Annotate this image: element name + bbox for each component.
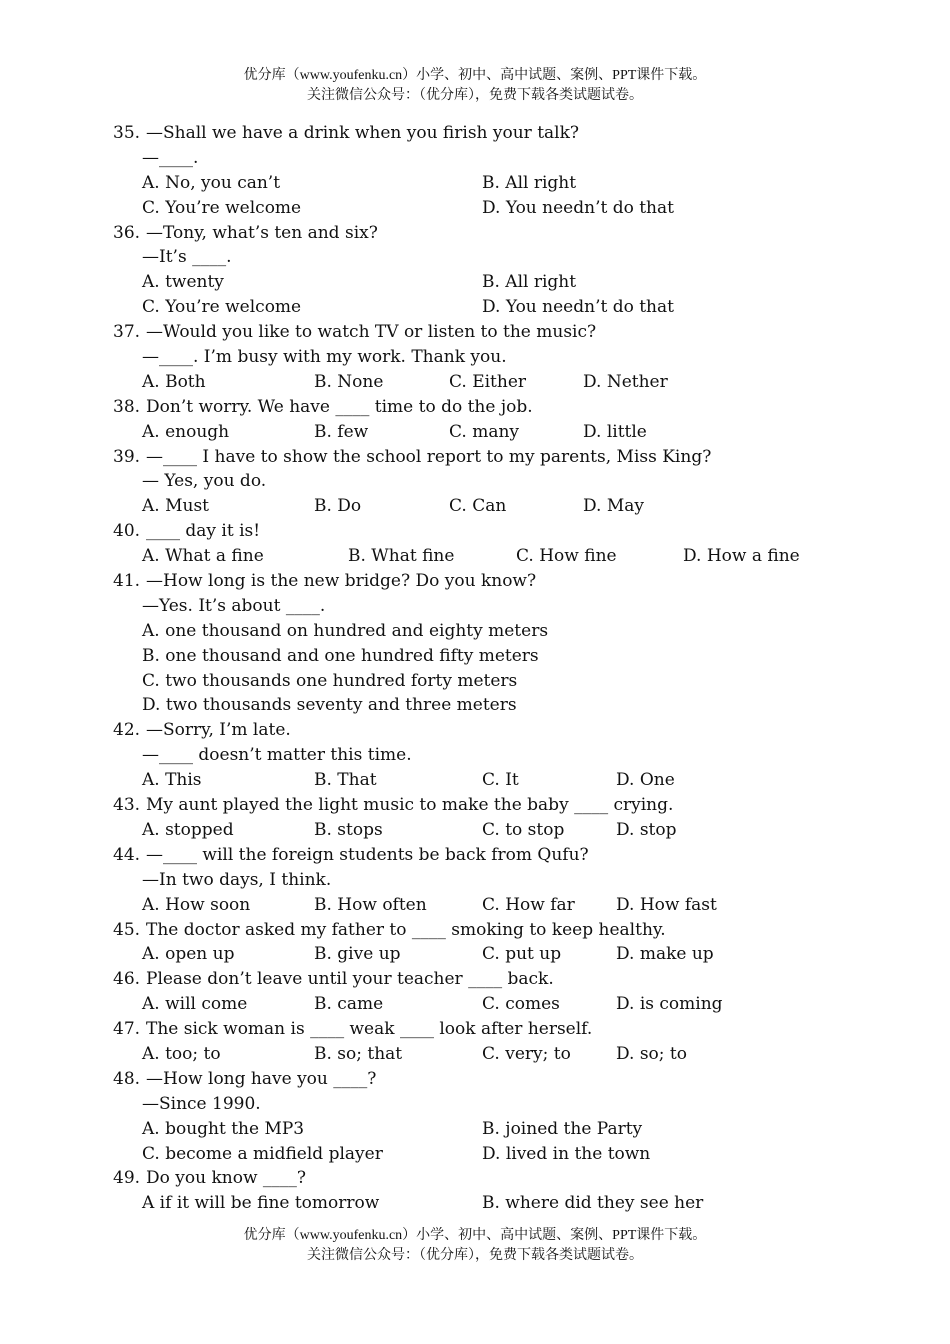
option-c: C. Can [449, 496, 507, 517]
question-37 [0, 320, 950, 345]
question-response: —Yes. It’s about ____. [142, 595, 326, 616]
question-38 [0, 395, 950, 420]
question-stem: —How long is the new bridge? Do you know? [146, 571, 537, 592]
option-a: A. How soon [142, 894, 251, 915]
option-d: D. two thousands seventy and three meters [142, 695, 517, 716]
option-d: D. How a fine [683, 546, 800, 567]
question-36 [0, 221, 950, 246]
option-c: C. very; to [482, 1043, 571, 1064]
option-b: B. where did they see her [482, 1193, 704, 1214]
option-b: B. one thousand and one hundred fifty meters [142, 645, 539, 666]
question-stem: —Would you like to watch TV or listen to the music? [146, 322, 597, 343]
option-a: A. Both [142, 371, 206, 392]
option-c: C. to stop [482, 819, 565, 840]
question-number: 46. [113, 969, 141, 990]
header-line-2: 关注微信公众号：（优分库），免费下载各类试题试卷。 [307, 88, 643, 103]
option-b: B. All right [482, 272, 577, 293]
footer-line-1: 优分库（www.youfenku.cn）小学、初中、高中试题、案例、PPT课件下载。 [243, 1228, 707, 1243]
option-a: A. What a fine [142, 546, 264, 567]
question-42 [0, 718, 950, 743]
question-response: — Yes, you do. [142, 471, 267, 492]
option-a: A. enough [142, 421, 230, 442]
question-43 [0, 793, 950, 818]
question-number: 43. [113, 795, 141, 816]
option-a: A. bought the MP3 [142, 1118, 305, 1139]
option-a: A. will come [142, 994, 248, 1015]
option-c: C. many [449, 421, 520, 442]
option-d: D. so; to [616, 1043, 687, 1064]
question-stem: Do you know ____? [146, 1168, 307, 1189]
question-stem: —Tony, what’s ten and six? [146, 222, 378, 243]
question-stem: —Sorry, I’m late. [146, 720, 291, 741]
question-41 [0, 569, 950, 594]
option-c: C. You’re welcome [142, 197, 302, 218]
question-44 [0, 843, 950, 868]
question-number: 48. [113, 1068, 141, 1089]
option-c: C. comes [482, 994, 560, 1015]
question-46 [0, 967, 950, 992]
question-stem: My aunt played the light music to make the baby ____ crying. [146, 795, 674, 816]
option-b: B. give up [314, 944, 401, 965]
question-49 [0, 1166, 950, 1191]
question-response: —____. I’m busy with my work. Thank you. [142, 347, 507, 368]
question-45 [0, 918, 950, 943]
option-b: B. stops [314, 819, 383, 840]
question-stem: ____ day it is! [146, 521, 261, 542]
option-a: A. one thousand on hundred and eighty meters [142, 620, 549, 641]
option-d: D. Nether [583, 371, 668, 392]
footer-line-2: 关注微信公众号：（优分库），免费下载各类试题试卷。 [307, 1248, 643, 1263]
option-a: A. twenty [142, 272, 224, 293]
option-c: C. two thousands one hundred forty meters [142, 670, 518, 691]
option-d: D. stop [616, 819, 677, 840]
question-48 [0, 1067, 950, 1092]
option-d: D. make up [616, 944, 714, 965]
question-response: —In two days, I think. [142, 869, 332, 890]
page-header [0, 66, 950, 106]
question-number: 39. [113, 446, 141, 467]
question-47 [0, 1017, 950, 1042]
option-b: B. That [314, 770, 377, 791]
question-response: —____ doesn’t matter this time. [142, 745, 412, 766]
question-stem: —____ will the foreign students be back from Qufu? [146, 844, 589, 865]
option-c: C. Either [449, 371, 527, 392]
option-d: D. You needn’t do that [482, 297, 674, 318]
question-number: 37. [113, 322, 141, 343]
question-response: —It’s ____. [142, 247, 232, 268]
option-b: B. None [314, 371, 384, 392]
question-39 [0, 445, 950, 470]
question-stem: —How long have you ____? [146, 1068, 377, 1089]
question-response: —____. [142, 147, 199, 168]
question-number: 36. [113, 222, 141, 243]
question-stem: —____ I have to show the school report to my parents, Miss King? [146, 446, 712, 467]
question-number: 40. [113, 521, 141, 542]
question-stem: —Shall we have a drink when you firish your talk? [146, 123, 580, 143]
option-c: C. How fine [516, 546, 617, 567]
question-number: 38. [113, 396, 141, 417]
option-c: C. You’re welcome [142, 297, 302, 318]
option-b: B. How often [314, 894, 427, 915]
option-b: B. All right [482, 172, 577, 193]
option-a: A. stopped [142, 819, 234, 840]
option-c: C. put up [482, 944, 562, 965]
question-40 [0, 519, 950, 544]
question-number: 44. [113, 844, 141, 865]
option-c: C. How far [482, 894, 575, 915]
option-c: C. It [482, 770, 519, 791]
option-b: B. joined the Party [482, 1118, 643, 1139]
page-footer [0, 1226, 950, 1266]
option-a: A. too; to [142, 1043, 221, 1064]
option-b: B. What fine [348, 546, 455, 567]
question-number: 42. [113, 720, 141, 741]
question-number: 47. [113, 1019, 141, 1040]
question-number: 49. [113, 1168, 141, 1189]
option-d: D. is coming [616, 994, 723, 1015]
option-d: D. You needn’t do that [482, 197, 674, 218]
option-a: A. open up [142, 944, 235, 965]
option-b: B. few [314, 421, 369, 442]
question-stem: Please don’t leave until your teacher ____ back. [146, 969, 554, 990]
option-d: D. May [583, 496, 644, 517]
question-number: 41. [113, 571, 141, 592]
option-b: B. Do [314, 496, 362, 517]
question-list [0, 121, 950, 1216]
question-response: —Since 1990. [142, 1093, 261, 1114]
option-a: A. No, you can’t [142, 172, 281, 193]
question-stem: The doctor asked my father to ____ smoking to keep healthy. [146, 919, 666, 940]
option-d: D. How fast [616, 894, 717, 915]
option-a: A. This [142, 770, 202, 791]
option-b: B. came [314, 994, 384, 1015]
question-number: 35. [113, 123, 141, 143]
question-number: 45. [113, 919, 141, 940]
option-d: D. One [616, 770, 675, 791]
option-a: A. Must [142, 496, 209, 517]
option-b: B. so; that [314, 1043, 403, 1064]
question-35 [0, 121, 950, 146]
header-line-1: 优分库（www.youfenku.cn）小学、初中、高中试题、案例、PPT课件下载。 [243, 68, 707, 83]
option-d: D. little [583, 421, 647, 442]
question-stem: Don’t worry. We have ____ time to do the job. [146, 396, 533, 417]
question-stem: The sick woman is ____ weak ____ look after herself. [146, 1019, 593, 1040]
option-c: C. become a midfield player [142, 1143, 383, 1164]
option-d: D. lived in the town [482, 1143, 651, 1164]
option-a: A if it will be fine tomorrow [142, 1193, 380, 1214]
